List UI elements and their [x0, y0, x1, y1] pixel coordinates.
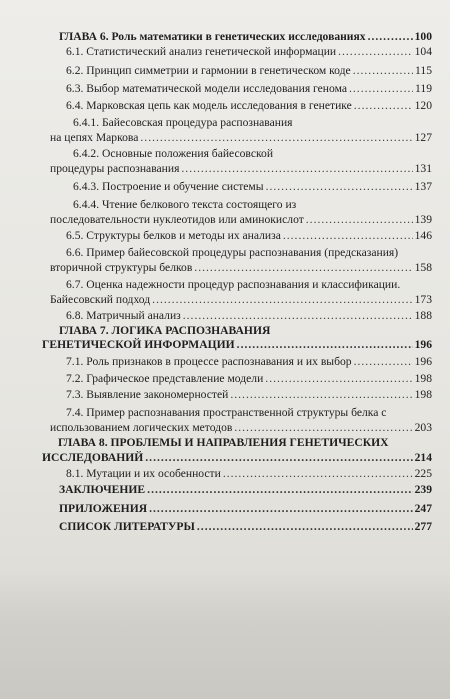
- toc-entry-s6-7-line-1: 6.7. Оценка надежности процедур распознавания и классификации.: [66, 278, 401, 291]
- toc-entry-title: ПРИЛОЖЕНИЯ: [59, 502, 148, 515]
- toc-page-number: 196: [414, 355, 432, 368]
- toc-entry-appx: [59, 502, 432, 515]
- toc-entry-title: на цепях Маркова: [50, 131, 139, 144]
- toc-entry-title: 7.1. Роль признаков в процессе распознавания и их выбор: [66, 355, 352, 368]
- toc-page-number: 127: [414, 131, 432, 144]
- toc-entry-ch8-line-2: [42, 451, 432, 464]
- toc-entry-title: ГЕНЕТИЧЕСКОЙ ИНФОРМАЦИИ: [42, 338, 235, 351]
- dot-leader: [223, 467, 413, 480]
- toc-entry-s6-5: [66, 229, 432, 242]
- toc-entry-s7-3: [66, 388, 432, 401]
- dot-leader: [234, 421, 412, 434]
- dot-leader: [183, 309, 413, 322]
- dot-leader: [145, 451, 412, 464]
- toc-page-number: 196: [414, 338, 432, 351]
- toc-entry-s6-1: [66, 45, 432, 58]
- dot-leader: [306, 213, 413, 226]
- dot-leader: [194, 261, 412, 274]
- toc-page-number: 198: [414, 372, 432, 385]
- toc-entry-title: ГЛАВА 6. Роль математики в генетических исследованиях: [59, 30, 366, 43]
- toc-page-number: 188: [414, 309, 432, 322]
- toc-entry-s7-2: [66, 372, 432, 385]
- toc-entry-refs: [59, 520, 432, 533]
- toc-page-number: 247: [414, 502, 432, 515]
- toc-entry-s6-8: [66, 309, 432, 322]
- dot-leader: [149, 502, 413, 515]
- toc-entry-title: ИССЛЕДОВАНИЙ: [42, 451, 144, 464]
- toc-entry-title: вторичной структуры белков: [50, 261, 193, 274]
- toc-entry-title: 6.3. Выбор математической модели исследования генома: [66, 82, 347, 95]
- toc-entry-s6-4-1-line-2: [50, 131, 432, 144]
- dot-leader: [140, 131, 412, 144]
- toc-page-number: 119: [415, 82, 432, 95]
- toc-entry-title: Байесовский подход: [50, 293, 151, 306]
- toc-entry-title: 6.5. Структуры белков и методы их анализа: [66, 229, 281, 242]
- dot-leader: [354, 355, 413, 368]
- toc-entry-s6-7-line-2: [50, 293, 432, 306]
- toc-page-number: 131: [414, 162, 432, 175]
- toc-entry-title: 6.4.3. Построение и обучение системы: [73, 180, 264, 193]
- toc-page-number: 214: [414, 451, 432, 464]
- toc-entry-title: 6.4. Марковская цепь как модель исследования в генетике: [66, 99, 352, 112]
- dot-leader: [181, 162, 412, 175]
- toc-entry-title: 8.1. Мутации и их особенности: [66, 467, 221, 480]
- toc-page-number: 203: [414, 421, 432, 434]
- toc-page-number: 104: [414, 45, 432, 58]
- dot-leader: [152, 293, 412, 306]
- toc-entry-title: 7.3. Выявление закономерностей: [66, 388, 229, 401]
- toc-entry-title: СПИСОК ЛИТЕРАТУРЫ: [59, 520, 195, 533]
- toc-page-number: 115: [415, 64, 432, 77]
- toc-entry-title: 7.2. Графическое представление модели: [66, 372, 264, 385]
- toc-page-number: 225: [414, 467, 432, 480]
- dot-leader: [230, 388, 412, 401]
- toc-entry-s6-6-line-1: 6.6. Пример байесовской процедуры распознавания (предсказания): [66, 246, 399, 259]
- toc-entry-title: ЗАКЛЮЧЕНИЕ: [59, 483, 146, 496]
- toc-page-number: 100: [414, 30, 432, 43]
- toc-entry-s6-4-1-line-1: 6.4.1. Байесовская процедура распознавания: [73, 116, 293, 129]
- toc-entry-s6-4-3: [73, 180, 432, 193]
- dot-leader: [265, 372, 412, 385]
- toc-entry-concl: [59, 483, 432, 496]
- toc-entry-s6-6-line-2: [50, 261, 432, 274]
- dot-leader: [266, 180, 413, 193]
- toc-page-number: 277: [414, 520, 432, 533]
- toc-page-number: 173: [414, 293, 432, 306]
- dot-leader: [237, 338, 413, 351]
- toc-entry-s6-4-2-line-2: [50, 162, 432, 175]
- toc-entry-s6-4-2-line-1: 6.4.2. Основные положения байесовской: [73, 147, 274, 160]
- toc-entry-s6-4-4-line-2: [50, 213, 432, 226]
- toc-entry-s6-3: [66, 82, 432, 95]
- toc-page-number: 158: [414, 261, 432, 274]
- toc-entry-ch7-line-1: ГЛАВА 7. ЛОГИКА РАСПОЗНАВАНИЯ: [59, 324, 271, 337]
- toc-entry-s7-4-line-1: 7.4. Пример распознавания пространственной структуры белка с: [66, 406, 387, 419]
- toc-page-number: 120: [414, 99, 432, 112]
- dot-leader: [283, 229, 413, 242]
- toc-entry-ch8-line-1: ГЛАВА 8. ПРОБЛЕМЫ И НАПРАВЛЕНИЯ ГЕНЕТИЧЕСКИХ: [58, 436, 389, 449]
- toc-page-number: 137: [414, 180, 432, 193]
- toc-entry-title: 6.8. Матричный анализ: [66, 309, 181, 322]
- toc-page-number: 146: [414, 229, 432, 242]
- dot-leader: [368, 30, 413, 43]
- toc-entry-title: последовательности нуклеотидов или аминокислот: [50, 213, 304, 226]
- dot-leader: [353, 64, 413, 77]
- toc-entry-title: 6.2. Принцип симметрии и гармонии в генетическом коде: [66, 64, 351, 77]
- toc-entry-s7-4-line-2: [50, 421, 432, 434]
- toc-entry-ch6: [59, 30, 432, 43]
- dot-leader: [354, 99, 413, 112]
- dot-leader: [349, 82, 413, 95]
- toc-entry-ch7-line-2: [42, 338, 432, 351]
- toc-entry-s6-4: [66, 99, 432, 112]
- toc-entry-s7-1: [66, 355, 432, 368]
- toc-entry-title: процедуры распознавания: [50, 162, 180, 175]
- toc-entry-title: использованием логических методов: [50, 421, 233, 434]
- dot-leader: [147, 483, 412, 496]
- toc-entry-s6-4-4-line-1: 6.4.4. Чтение белкового текста состоящего из: [73, 198, 297, 211]
- toc-entry-s6-2: [66, 64, 432, 77]
- toc-page-number: 139: [414, 213, 432, 226]
- toc-page-number: 239: [414, 483, 432, 496]
- dot-leader: [197, 520, 413, 533]
- dot-leader: [338, 45, 413, 58]
- toc-entry-title: 6.1. Статистический анализ генетической информации: [66, 45, 337, 58]
- toc-entry-s8-1: [66, 467, 432, 480]
- toc-page-number: 198: [414, 388, 432, 401]
